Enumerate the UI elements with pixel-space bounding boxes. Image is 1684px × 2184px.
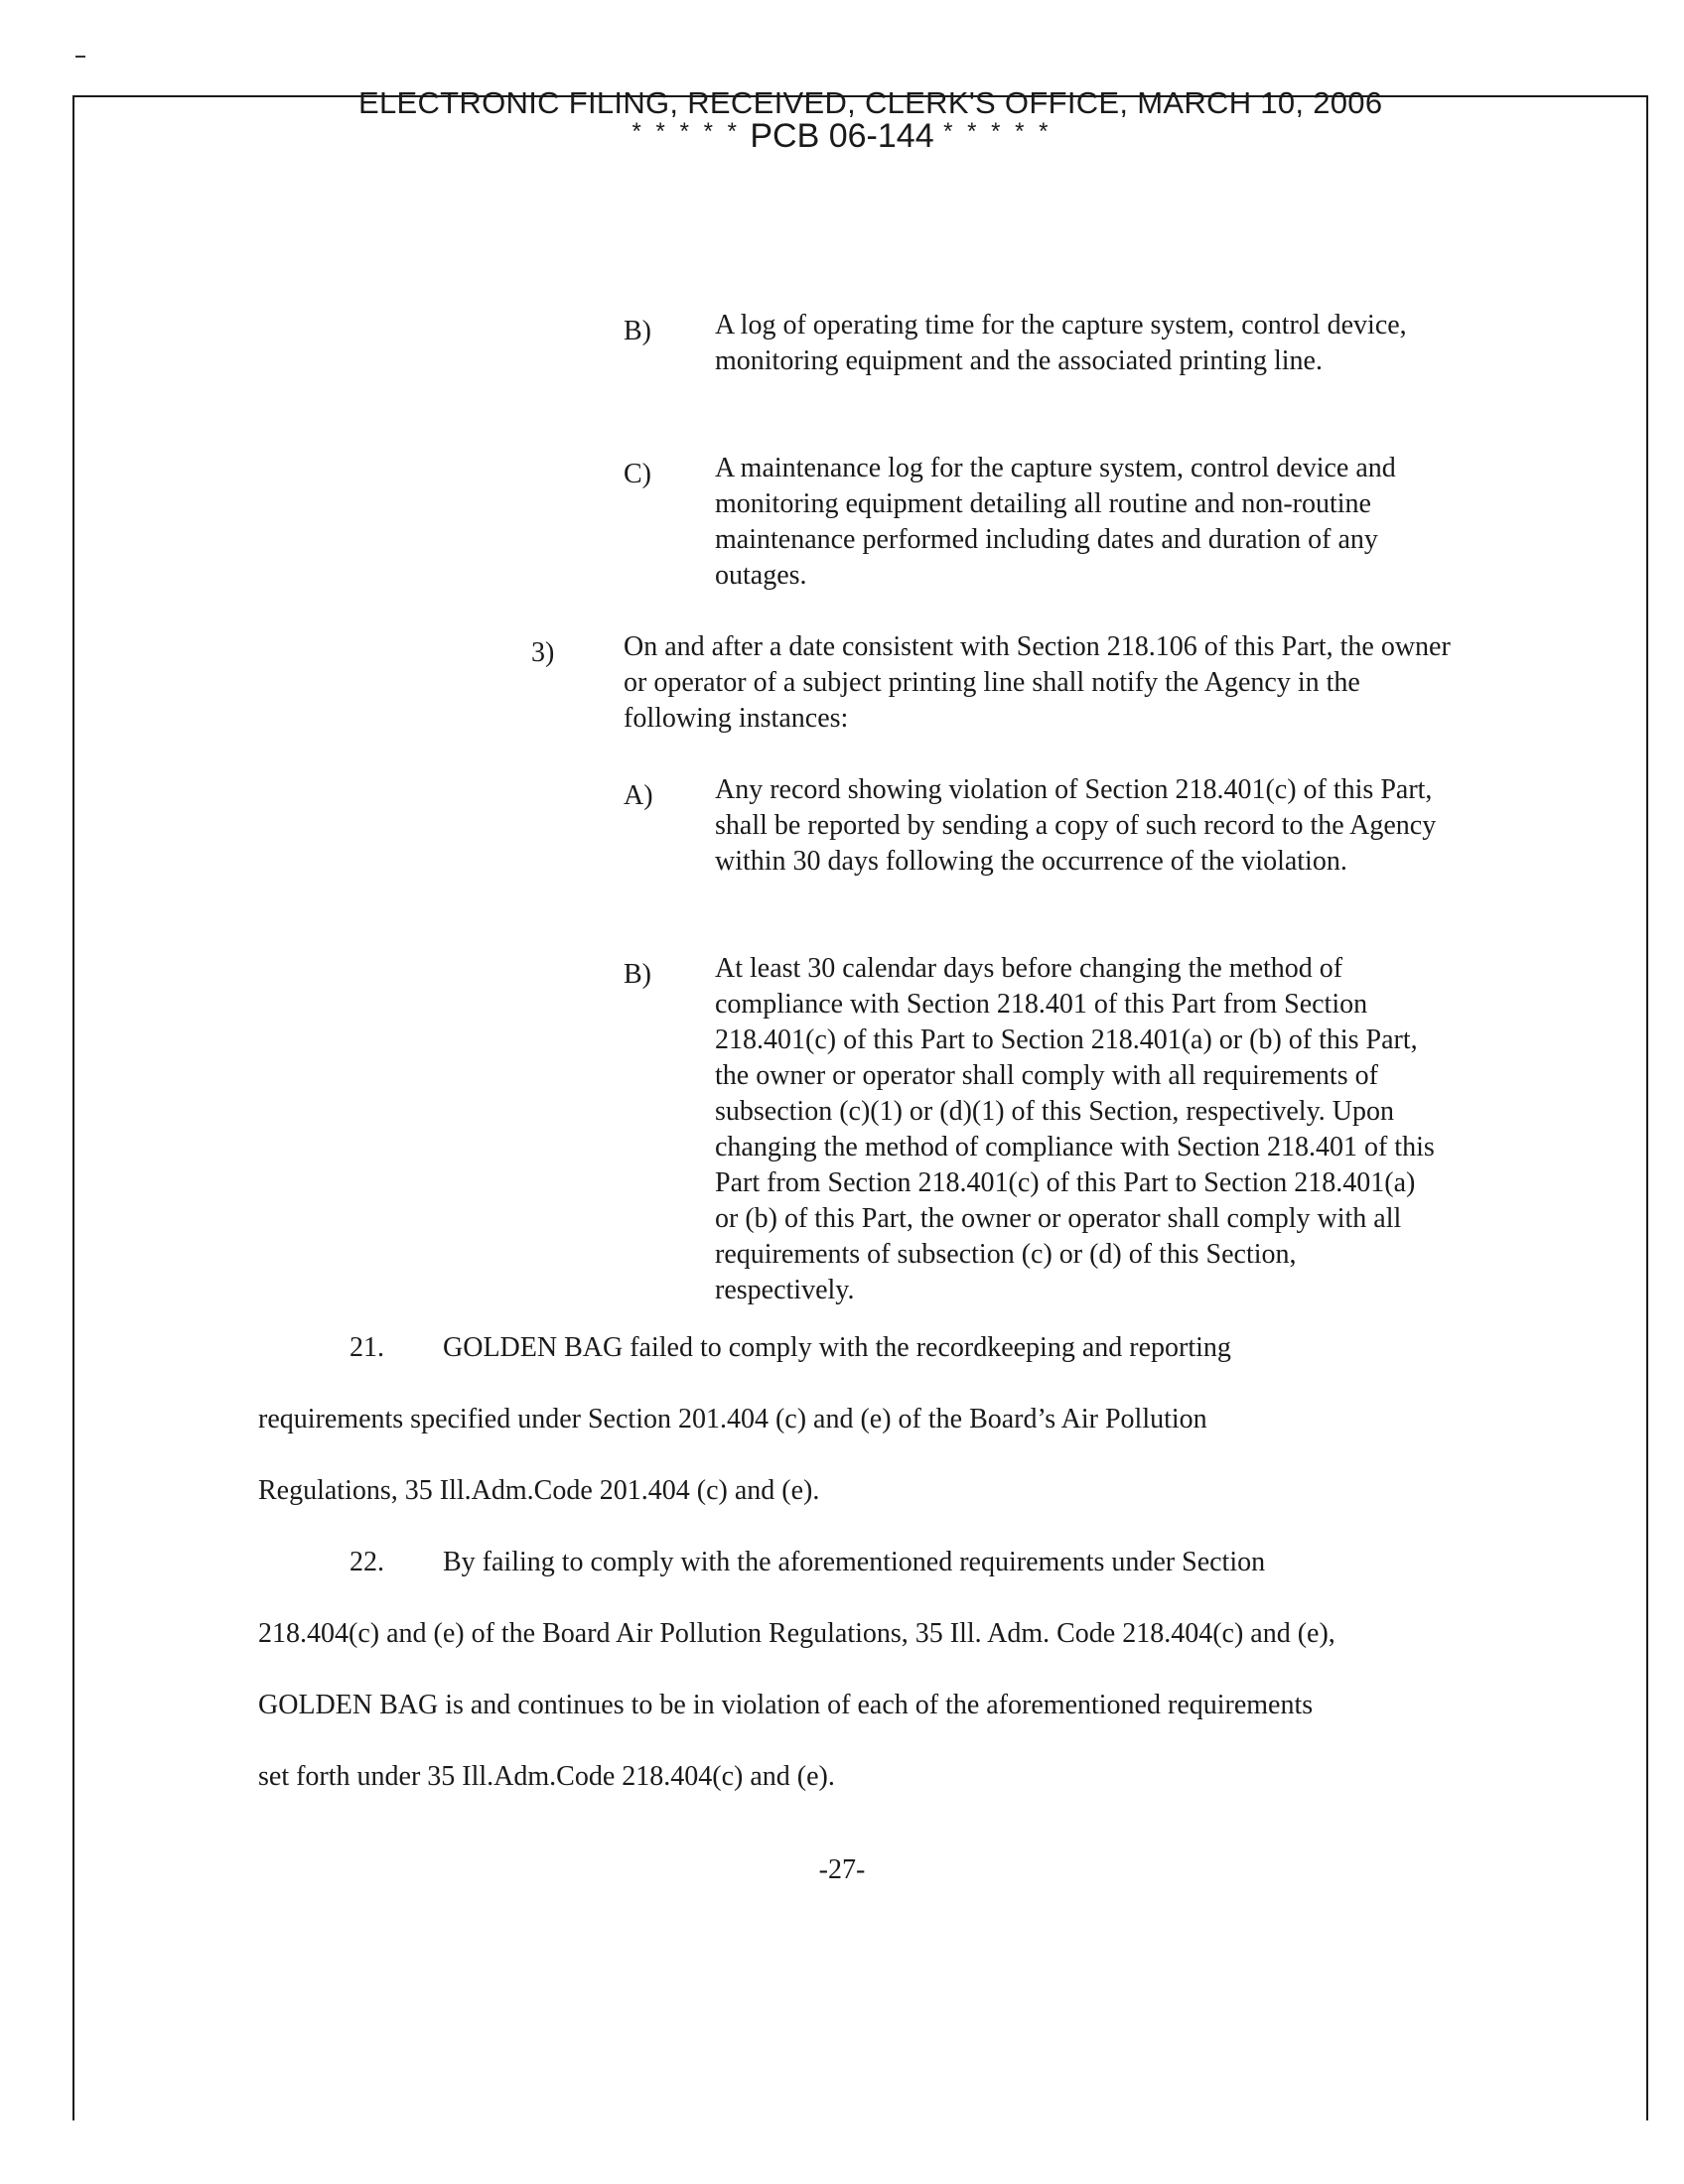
case-number: PCB 06-144 (750, 117, 934, 155)
item-label-3: 3) (531, 637, 555, 668)
item-text-b2: At least 30 calendar days before changing the method of compliance with Section 218.401 of this Part from Section 218.401(c) of this Part to Section 218.401(a) or (b) of this Part, the owner or operator shall comply with all requirements of subsection (c)(1) or (d)(1) of this Section, respectively. Upon changing the method of compliance with Section 218.401 of this Part from Section 218.401(c) of this Part to Section 218.401(a) or (b) of this Part, the owner or operator shall comply with all requirements of subsection (c) or (d) of this Section, respectively. (715, 953, 1435, 1305)
page-border-right (1646, 95, 1648, 2120)
item-text-c1: A maintenance log for the capture system, control device and monitoring equipment detailing all routine and non-routine maintenance performed including dates and duration of any outages. (715, 453, 1396, 591)
item-text-a2: Any record showing violation of Section 218.401(c) of this Part, shall be reported by sending a copy of such record to the Agency within 30 days following the occurrence of the violation. (715, 774, 1437, 877)
paragraph-22-line-3: GOLDEN BAG is and continues to be in violation of each of the aforementioned requirements (258, 1690, 1314, 1720)
filing-stamp: ELECTRONIC FILING, RECEIVED, CLERK'S OFFICE, MARCH 10, 2006 (358, 85, 1383, 120)
paragraph-22-line-2: 218.404(c) and (e) of the Board Air Pollution Regulations, 35 Ill. Adm. Code 218.404(c) and (e), (258, 1618, 1335, 1649)
case-stars-left: * * * * * (632, 118, 741, 145)
item-text-b1: A log of operating time for the capture system, control device, monitoring equipment and the associated printing line. (715, 310, 1407, 376)
item-label-b2: B) (624, 959, 651, 990)
paragraph-21-line-1: GOLDEN BAG failed to comply with the recordkeeping and reporting (443, 1332, 1231, 1363)
paragraph-22-number: 22. (350, 1547, 384, 1577)
paragraph-22-line-4: set forth under 35 Ill.Adm.Code 218.404(c) and (e). (258, 1761, 835, 1792)
paragraph-22-line-1: By failing to comply with the aforementioned requirements under Section (443, 1547, 1266, 1577)
paragraph-21-line-3: Regulations, 35 Ill.Adm.Code 201.404 (c) and (e). (258, 1475, 820, 1506)
page-number: -27- (818, 1854, 866, 1885)
item-label-b1: B) (624, 316, 651, 346)
item-label-c1: C) (624, 459, 651, 489)
case-number-line (0, 119, 1684, 153)
paragraph-21-line-2: requirements specified under Section 201.404 (c) and (e) of the Board’s Air Pollution (258, 1404, 1207, 1434)
item-label-a2: A) (624, 780, 653, 811)
item-text-3: On and after a date consistent with Section 218.106 of this Part, the owner or operator of a subject printing line shall notify the Agency in the following instances: (624, 631, 1451, 734)
case-stars-right: * * * * * (943, 118, 1052, 145)
scan-mark (75, 56, 85, 58)
paragraph-21-number: 21. (350, 1332, 384, 1363)
page-border-left (72, 95, 74, 2120)
